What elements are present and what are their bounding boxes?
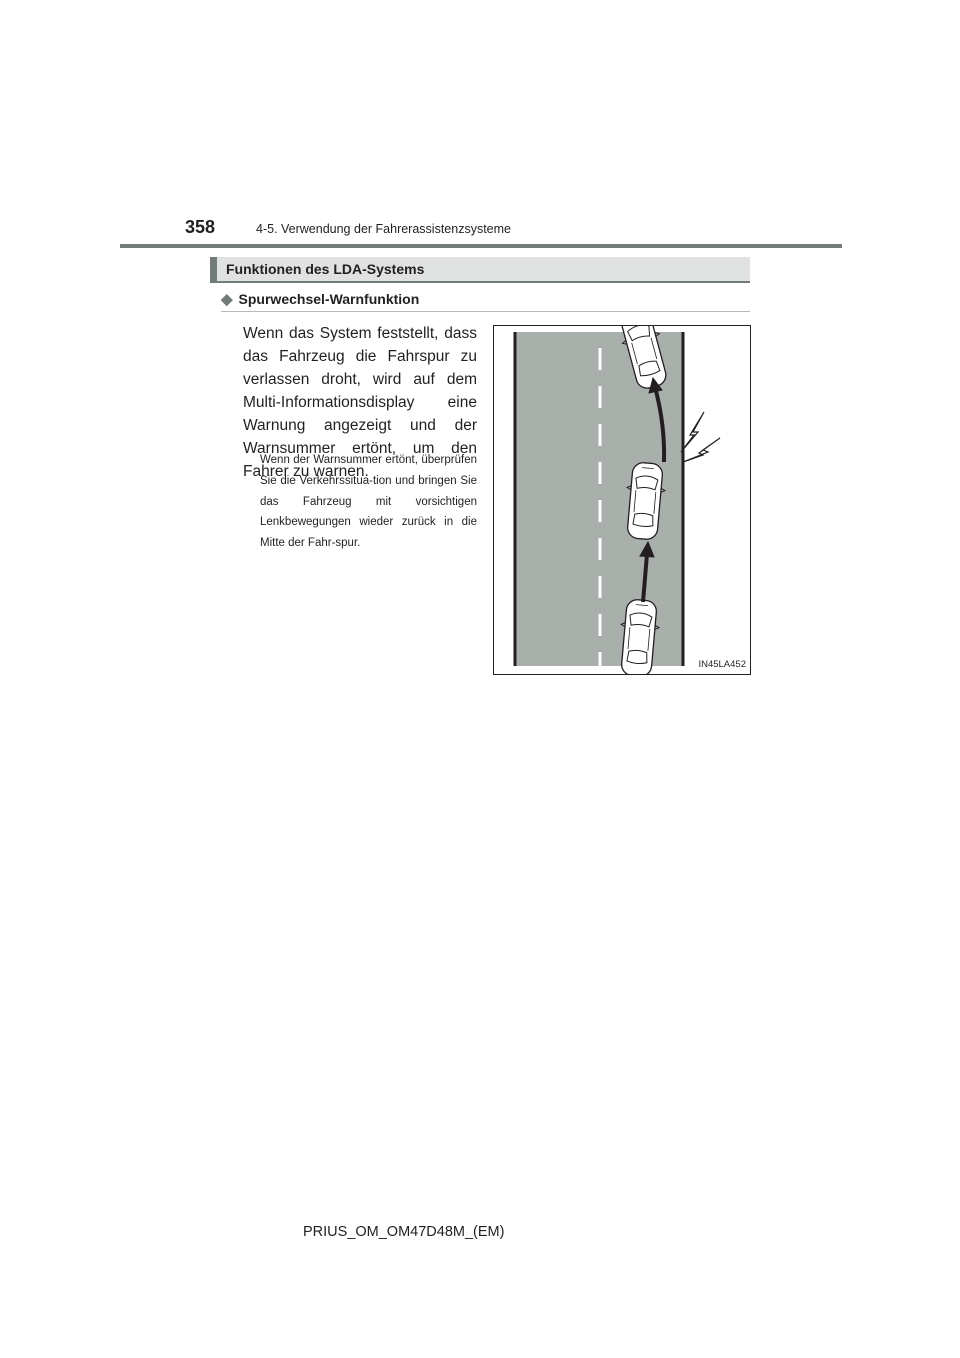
document-id: PRIUS_OM_OM47D48M_(EM) — [303, 1224, 505, 1240]
subsection-divider — [221, 311, 750, 312]
warning-buzz-icon — [681, 412, 720, 462]
body-paragraph: Wenn das System feststellt, dass das Fahrzeug die Fahrspur zu verlassen droht, wird auf dem Multi-Informationsdisplay eine Warnung angezeigt und der Warnsummer ertönt, um den Fahrer zu warnen. — [243, 325, 477, 480]
section-title: Funktionen des LDA-Systems — [226, 261, 425, 277]
note-paragraph: Wenn der Warnsummer ertönt, überprüfen Sie die Verkehrssitua-tion und bringen Sie das Fahrzeug mit vorsichtigen Lenkbewegungen wieder zurück in die Mitte der Fahr-spur. — [260, 454, 477, 550]
subsection-title: Spurwechsel-Warnfunktion — [238, 291, 420, 307]
section-tab-marker — [210, 257, 217, 281]
diamond-bullet-icon: ◆ — [221, 291, 233, 308]
section-header — [210, 257, 750, 281]
section-divider — [210, 281, 750, 283]
subsection-heading — [221, 290, 419, 308]
page-number: 358 — [185, 217, 216, 237]
figure-code: IN45LA452 — [698, 659, 746, 670]
lane-departure-illustration — [493, 325, 751, 675]
illustration-drawing — [494, 326, 750, 674]
chapter-title: 4-5. Verwendung der Fahrerassistenzsysteme — [256, 222, 511, 236]
header-divider — [120, 244, 842, 248]
